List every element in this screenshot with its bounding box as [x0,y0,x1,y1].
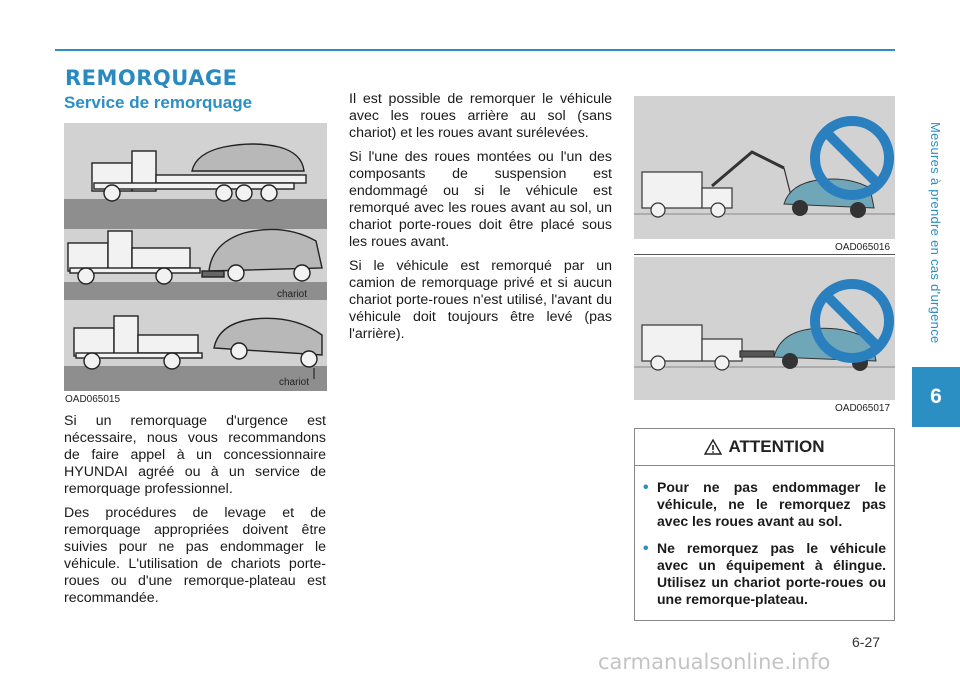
figure-code: OAD065017 [835,403,891,414]
chapter-tab: 6 [912,367,960,427]
paragraph: Il est possible de remorquer le véhicule avec les roues arrière au sol (sans chariot) et les roues avant surélevées. [349,91,612,141]
figure-code: OAD065016 [835,242,891,253]
sling-tow-prohibited-illustration [634,257,895,400]
watermark: carmanualsonline.info [598,650,831,674]
paragraph: Si l'une des roues montées ou l'un des composants de suspension est endommagé ou si le véhicule est remorqué avec les roues avant au sol, un chariot porte-roues doit être placé sous les roues avant. [349,149,612,250]
header-rule [55,49,895,51]
figure-code: OAD065015 [65,394,121,405]
middle-text-column [349,91,612,350]
attention-list [635,466,894,608]
attention-box [634,428,895,621]
left-text-column [64,413,326,614]
crane-tow-prohibited-illustration [634,96,895,239]
list-item: • Ne remorquez pas le véhicule avec un équipement à élingue. Utilisez un chariot porte-roues ou une remorque-plateau. [657,540,886,608]
figure-divider [634,254,895,255]
section-title: REMORQUAGE [65,66,238,90]
warning-icon [704,439,722,455]
attention-header [635,429,894,466]
subsection-title: Service de remorquage [64,93,253,112]
chariot-label: chariot [277,289,308,300]
attention-title: ATTENTION [728,437,825,456]
paragraph: Si le véhicule est remorqué par un camion de remorquage privé et si aucun chariot porte-roues n'est utilisé, l'avant du véhicule doit toujours être levé (pas l'arrière). [349,258,612,342]
chariot-label: chariot [279,377,310,388]
paragraph: Si un remorquage d'urgence est nécessaire, nous vous recommandons de faire appel à un concessionnaire HYUNDAI agréé ou à un service de remorquage professionnel. [64,413,326,497]
paragraph: Des procédures de levage et de remorquage appropriées doivent être suivies pour ne pas endommager le véhicule. L'utilisation de chariots porte-roues ou d'une remorque-plateau est recommandée. [64,505,326,606]
towing-methods-illustration [64,123,327,391]
chapter-title: Mesures à prendre en cas d'urgence [928,122,943,344]
list-item: • Pour ne pas endommager le véhicule, ne le remorquez pas avec les roues avant au sol. [657,479,886,530]
page-number: 6-27 [852,634,881,650]
